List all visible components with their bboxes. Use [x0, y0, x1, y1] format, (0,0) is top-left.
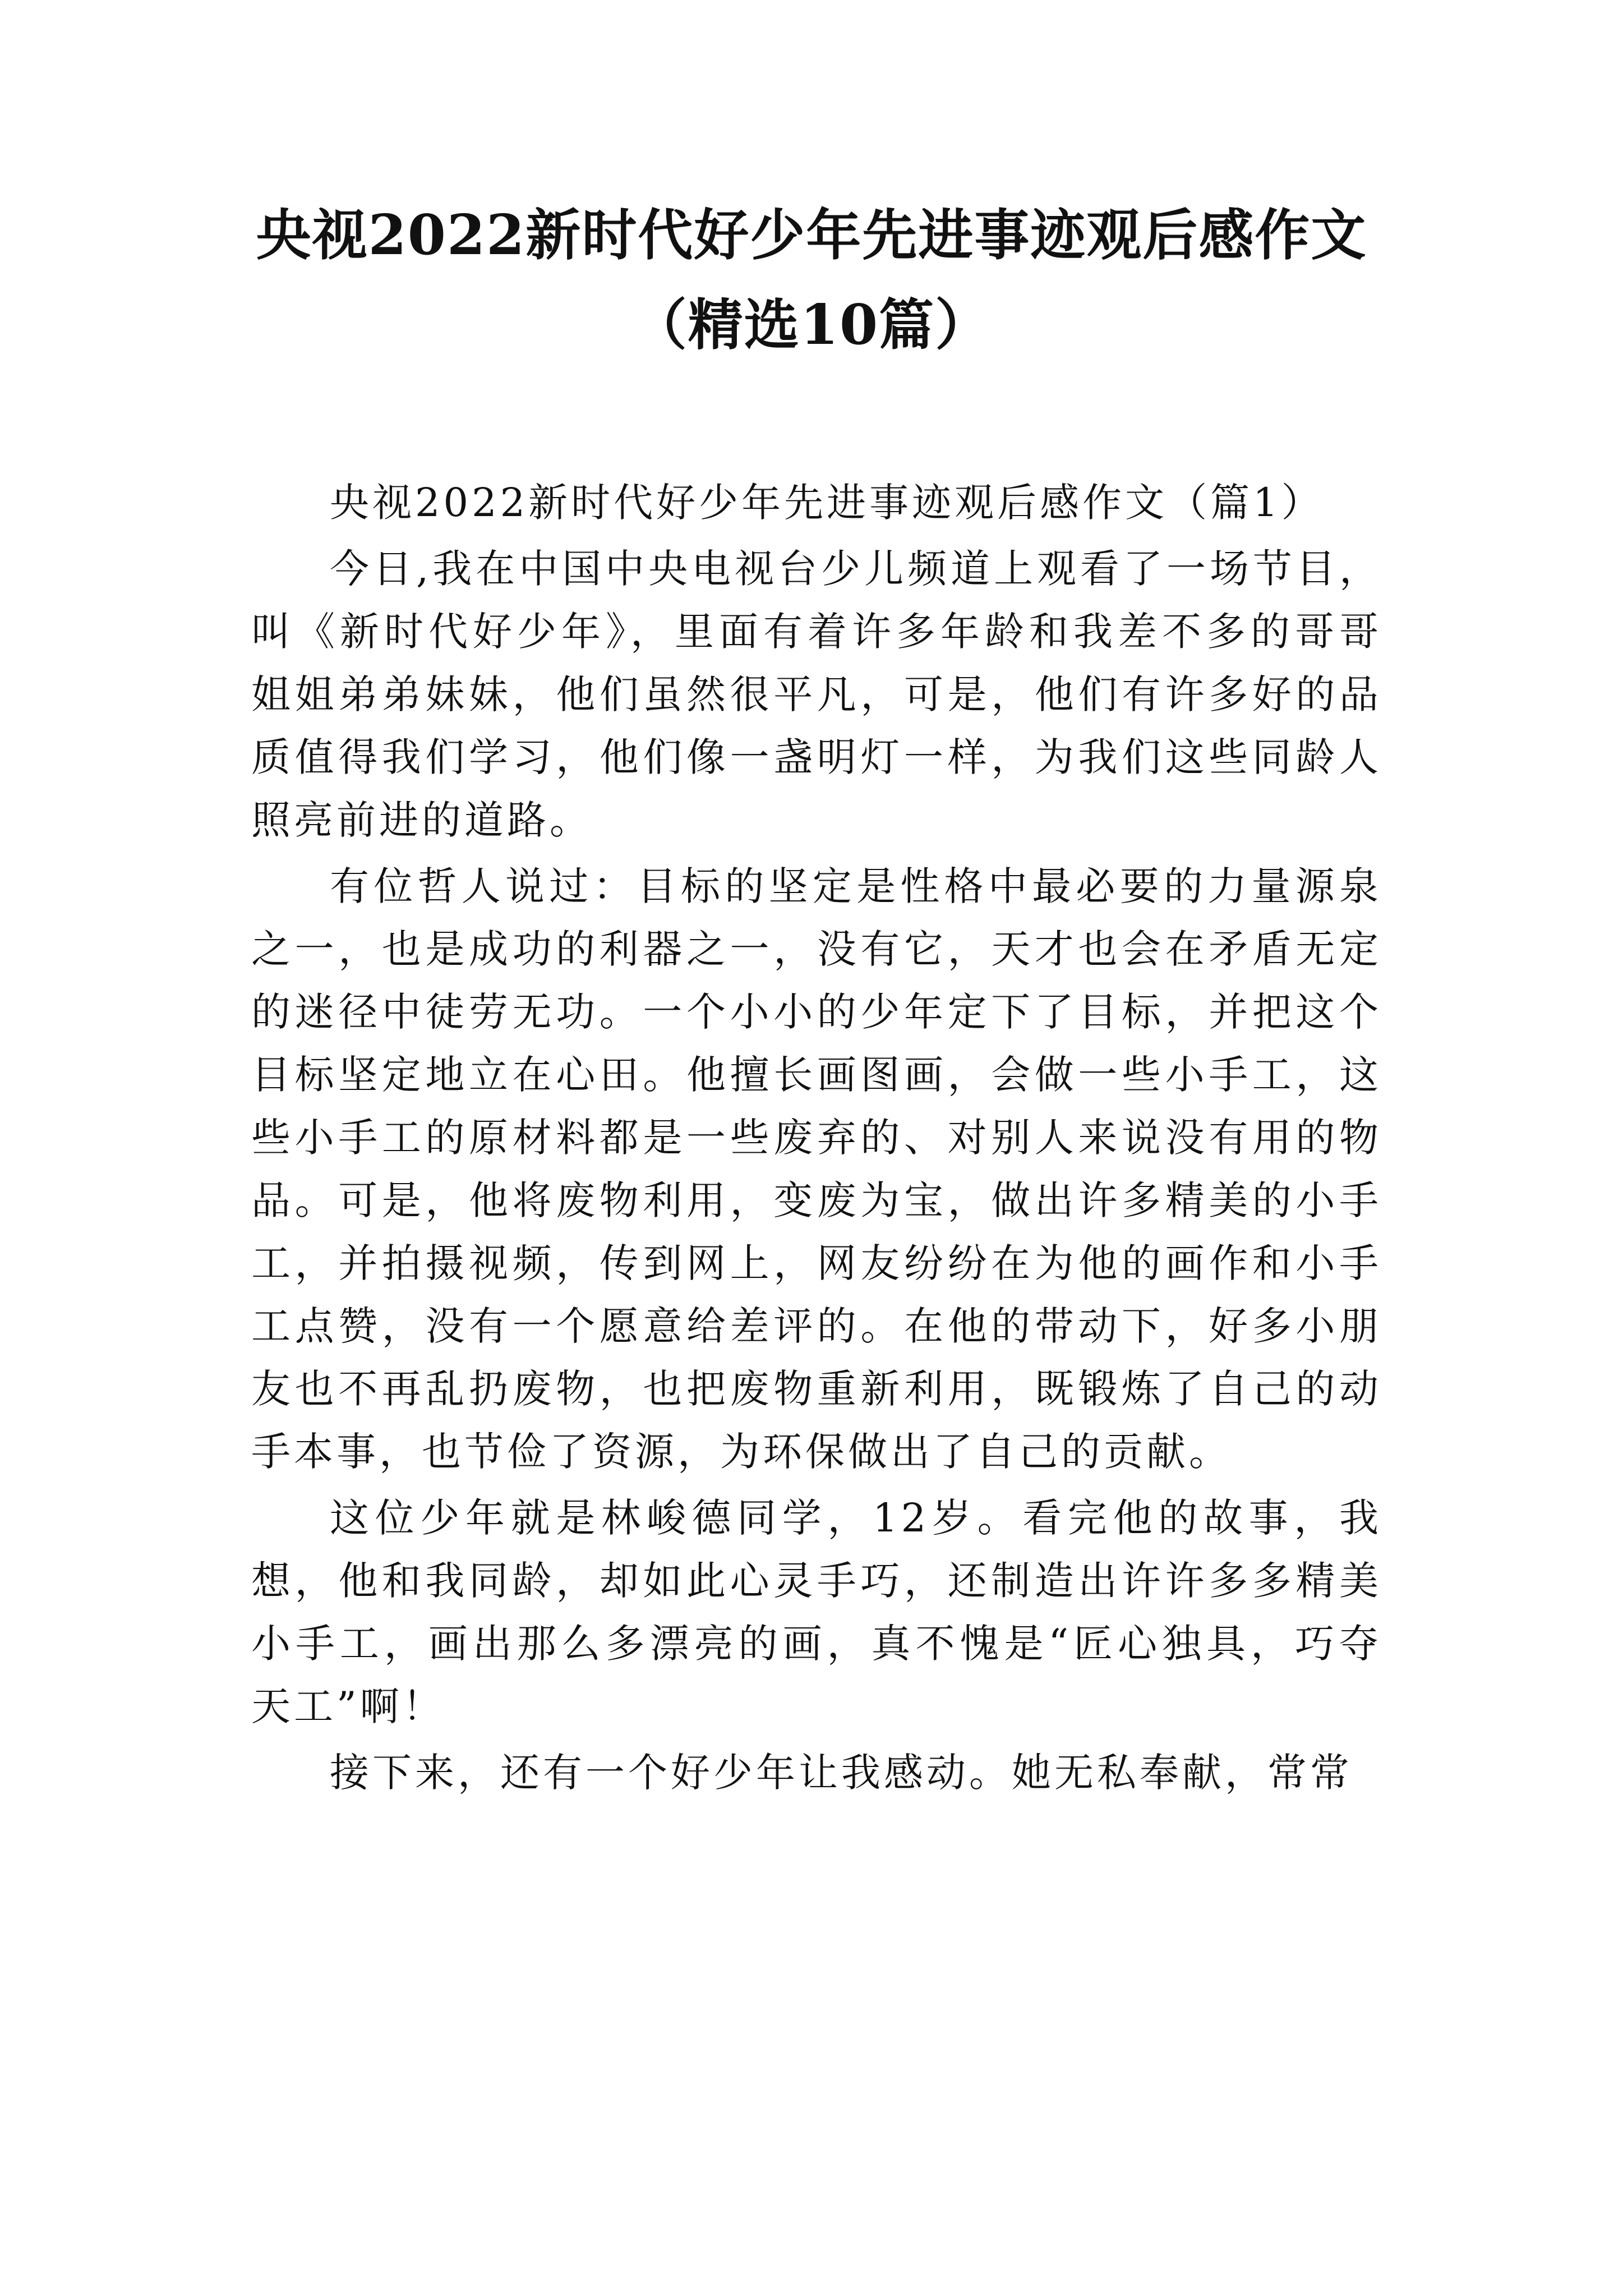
- paragraph: 今日,我在中国中央电视台少儿频道上观看了一场节目，叫《新时代好少年》，里面有着许多年龄和我差不多的哥哥姐姐弟弟妹妹，他们虽然很平凡，可是，他们有许多好的品质值得我们学习，他们像一盏明灯一样，为我们这些同龄人照亮前进的道路。: [251, 546, 1382, 843]
- document-title: 央视2022新时代好少年先进事迹观后感作文（精选10篇）: [256, 203, 1367, 357]
- paragraph: 这位少年就是林峻德同学，12岁。看完他的故事，我想，他和我同龄，却如此心灵手巧，还制造出许许多多精美小手工，画出那么多漂亮的画，真不愧是“匠心独具，巧夺天工”啊！: [251, 1495, 1382, 1729]
- document-body: [251, 471, 1382, 1807]
- section-heading: 央视2022新时代好少年先进事迹观后感作文（篇1）: [330, 480, 1324, 526]
- paragraph: 接下来，还有一个好少年让我感动。她无私奉献，常常: [330, 1750, 1353, 1796]
- paragraph: 有位哲人说过：目标的坚定是性格中最必要的力量源泉之一，也是成功的利器之一，没有它，天才也会在矛盾无定的迷径中徒劳无功。一个小小的少年定下了目标，并把这个目标坚定地立在心田。他擅长画图画，会做一些小手工，这些小手工的原材料都是一些废弃的、对别人来说没有用的物品。可是，他将废物利用，变废为宝，做出许多精美的小手工，并拍摄视频，传到网上，网友纷纷在为他的画作和小手工点赞，没有一个愿意给差评的。在他的带动下，好多小朋友也不再乱扔废物，也把废物重新利用，既锻炼了自己的动手本事，也节俭了资源，为环保做出了自己的贡献。: [251, 863, 1382, 1475]
